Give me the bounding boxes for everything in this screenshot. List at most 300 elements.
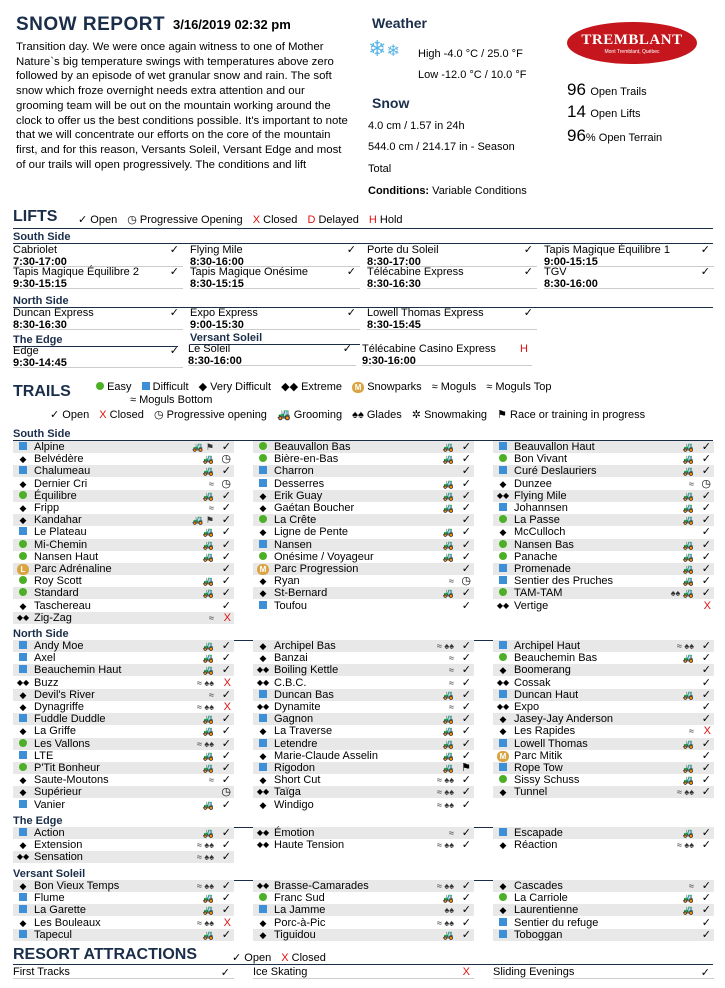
trail-row <box>493 725 714 737</box>
lift-item <box>367 308 537 330</box>
open-check-icon: ✓ <box>701 928 711 941</box>
open-check-icon: ✓ <box>701 489 711 502</box>
trail-name: Flume <box>34 892 65 905</box>
trail-row <box>493 701 714 713</box>
trail-name: Letendre <box>274 737 318 750</box>
very-difficult-icon: ◆ <box>19 840 27 851</box>
trail-row <box>13 502 234 514</box>
trail-features-icon: ≈ ♠♠ <box>196 881 214 891</box>
trail-features-icon: 🚜 <box>442 527 454 538</box>
trail-features-icon: 🚜 <box>442 893 454 904</box>
trail-features-icon: 🚜 <box>682 564 694 574</box>
very-difficult-icon: ◆ <box>259 503 267 513</box>
lift-hours: 8:30-15:15 <box>190 277 244 290</box>
trail-features-icon: 🚜 <box>202 799 214 810</box>
open-check-icon: ✓ <box>221 762 231 774</box>
trail-name: La Traverse <box>274 725 333 738</box>
trail-features-icon: 🚜 <box>682 763 694 773</box>
trail-name: La Jamme <box>274 904 326 917</box>
lift-item <box>13 346 183 368</box>
lift-hours: 8:30-16:00 <box>190 255 244 268</box>
very-difficult-icon: ◆ <box>259 917 267 928</box>
difficult-icon <box>255 478 271 490</box>
trail-row <box>13 640 234 652</box>
open-check-icon: ✓ <box>221 652 231 665</box>
easy-icon <box>255 453 271 465</box>
trail-features-icon: ≈ ♠♠ <box>436 917 454 928</box>
open-check-icon: ✓ <box>701 652 711 665</box>
lift-item <box>190 267 360 289</box>
trail-row <box>493 587 714 599</box>
very-difficult-icon: ◆ <box>259 726 267 737</box>
trail-features-icon: 🚜 <box>682 539 694 550</box>
attraction-name: Ice Skating <box>253 966 308 978</box>
trail-features-icon: 🚜 <box>442 726 454 737</box>
trail-features-icon: 🚜 <box>202 893 214 904</box>
lift-item <box>13 308 183 330</box>
open-check-icon: ✓ <box>461 713 471 726</box>
trail-name: Bon Vivant <box>514 453 568 466</box>
open-check-icon: ✓ <box>701 575 711 588</box>
trail-name: Dunzee <box>514 477 552 490</box>
open-check-icon: ✓ <box>701 676 711 689</box>
very-difficult-icon: ◆ <box>259 527 267 538</box>
page-title: SNOW REPORT <box>16 14 166 35</box>
lift-name: Cabriolet <box>13 244 58 256</box>
attraction-name: First Tracks <box>13 966 70 978</box>
lift-hours: 8:30-15:45 <box>367 318 421 331</box>
trail-features-icon: ≈ <box>209 612 214 623</box>
trail-name: Saute-Moutons <box>34 774 109 787</box>
trail-features-icon: ≈ <box>689 881 694 891</box>
trail-features-icon: 🚜 <box>202 929 214 940</box>
open-check-icon: ✓ <box>221 640 231 652</box>
trail-row <box>253 839 474 851</box>
trail-row <box>13 465 234 477</box>
trail-features-icon: 🚜 <box>442 539 454 550</box>
open-check-icon: ✓ <box>346 244 356 256</box>
trail-row <box>13 551 234 563</box>
open-check-icon: ✓ <box>461 664 471 677</box>
trail-row <box>493 478 714 490</box>
trail-name: Le Plateau <box>34 526 87 539</box>
easy-icon <box>495 774 511 786</box>
trail-name: Onésime / Voyageur <box>274 550 374 563</box>
trail-name: Ryan <box>274 575 300 588</box>
very-difficult-icon: ◆ <box>499 881 507 891</box>
trail-features-icon: 🚜 <box>202 588 214 599</box>
trail-name: Les Bouleaux <box>34 916 101 929</box>
easy-icon <box>495 514 511 526</box>
very-difficult-icon: ◆ <box>499 478 507 489</box>
trail-row <box>493 551 714 563</box>
trail-row <box>253 664 474 676</box>
trail-name: Zig-Zag <box>34 611 72 624</box>
trail-name: Rope Tow <box>514 762 563 774</box>
open-check-icon: ✓ <box>221 526 231 539</box>
open-check-icon: ✓ <box>701 640 711 652</box>
trail-name: Boiling Kettle <box>274 664 339 677</box>
trail-features-icon: 🚜 <box>202 714 214 725</box>
very-difficult-icon: ◆ <box>19 515 27 526</box>
trail-row <box>253 725 474 737</box>
open-check-icon: ✓ <box>523 244 533 256</box>
trail-row <box>493 892 714 904</box>
easy-icon <box>15 762 31 774</box>
easy-icon <box>495 892 511 904</box>
trail-row <box>13 892 234 904</box>
open-check-icon: ✓ <box>701 827 711 839</box>
trail-features-icon: ≈ <box>209 503 214 513</box>
trail-name: Jasey-Jay Anderson <box>514 713 614 726</box>
trail-features-icon: ≈ <box>209 775 214 786</box>
lift-name: TGV <box>544 266 567 278</box>
open-check-icon: ✓ <box>701 688 711 701</box>
trail-features-icon: ≈ ♠♠ <box>196 852 214 863</box>
trail-name: C.B.C. <box>274 676 307 689</box>
trail-name: Vanier <box>34 798 65 811</box>
trail-name: La Carriole <box>514 892 568 905</box>
closed-icon: X <box>462 966 470 978</box>
trail-features-icon: 🚜 <box>202 665 214 676</box>
trail-features-icon: ≈ <box>449 653 454 664</box>
very-difficult-icon: ◆ <box>259 653 267 664</box>
trail-row <box>13 799 234 811</box>
closed-icon: X <box>223 916 231 929</box>
trail-features-icon: ≈ ♠♠ <box>196 840 214 851</box>
lift-item <box>188 344 356 366</box>
trail-features-icon: 🚜 <box>202 539 214 550</box>
trail-name: Parc Adrénaline <box>34 563 112 575</box>
easy-icon <box>15 551 31 563</box>
lift-hours: 9:00-15:30 <box>190 318 244 331</box>
difficult-icon <box>495 441 511 453</box>
trail-features-icon: 🚜 <box>682 466 694 477</box>
trail-row <box>493 539 714 551</box>
trail-row <box>253 892 474 904</box>
extreme-icon: ◆◆ <box>16 852 30 862</box>
trail-row <box>253 762 474 774</box>
open-check-icon: ✓ <box>461 587 471 600</box>
open-check-icon: ✓ <box>701 904 711 917</box>
trail-features-icon: 🚜 <box>442 763 454 773</box>
easy-icon <box>495 551 511 563</box>
trail-row <box>253 587 474 599</box>
open-check-icon: ✓ <box>461 489 471 502</box>
trail-name: Buzz <box>34 676 59 689</box>
open-check-icon: ✓ <box>461 550 471 563</box>
trail-name: Tunnel <box>514 786 548 799</box>
open-check-icon: ✓ <box>701 762 711 774</box>
trail-name: Duncan Bas <box>274 688 334 701</box>
easy-icon <box>255 441 271 453</box>
trail-name: Chalumeau <box>34 465 91 478</box>
trail-name: Ligne de Pente <box>274 526 349 539</box>
lift-hours: 8:30-16:30 <box>13 318 67 331</box>
trail-features-icon: 🚜 <box>442 714 454 725</box>
open-check-icon: ✓ <box>221 465 231 478</box>
extreme-icon: ◆◆ <box>256 665 270 675</box>
open-check-icon: ✓ <box>523 266 533 278</box>
trail-name: Windigo <box>274 798 314 811</box>
trail-features-icon: ≈ ♠♠ <box>196 677 214 688</box>
trail-row <box>13 880 234 892</box>
trail-row <box>13 587 234 599</box>
trail-name: Curé Deslauriers <box>514 465 597 478</box>
trail-name: P'Tit Bonheur <box>34 762 100 774</box>
open-check-icon: ✓ <box>461 839 471 852</box>
trail-name: Kandahar <box>34 514 82 527</box>
trail-name: Panache <box>514 550 558 563</box>
open-check-icon: ✓ <box>461 502 471 514</box>
stats: 96 Open Trails 14 Open Lifts 96% Open Terrain <box>567 80 663 145</box>
open-check-icon: ✓ <box>701 892 711 905</box>
trail-features-icon: 🚜 <box>682 490 694 501</box>
extreme-icon: ◆◆ <box>496 490 510 500</box>
trail-features-icon: ≈ ♠♠ <box>196 702 214 712</box>
trail-name: La Griffe <box>34 725 76 738</box>
easy-icon <box>495 587 511 599</box>
attraction-name: Sliding Evenings <box>493 966 575 978</box>
trail-row <box>253 502 474 514</box>
difficult-icon <box>495 762 511 774</box>
trail-row <box>493 600 714 612</box>
trail-features-icon: ≈ <box>689 478 694 489</box>
very-difficult-icon: ◆ <box>499 726 507 737</box>
trail-row <box>493 640 714 652</box>
lift-name: Edge <box>13 345 39 357</box>
very-difficult-icon: ◆ <box>259 490 267 501</box>
trail-row <box>493 514 714 526</box>
open-check-icon: ✓ <box>461 904 471 917</box>
trail-features-icon: ≈ ♠♠ <box>196 738 214 749</box>
trail-name: Alpine <box>34 441 65 453</box>
trail-row <box>493 786 714 798</box>
attraction-item <box>13 966 234 979</box>
trail-features-icon: ≈ ♠♠ <box>196 917 214 928</box>
open-check-icon: ✓ <box>701 502 711 514</box>
trail-row <box>253 652 474 664</box>
open-check-icon: ✓ <box>221 538 231 551</box>
very-difficult-icon: ◆ <box>259 750 267 761</box>
trail-name: Charron <box>274 465 314 478</box>
trail-name: Andy Moe <box>34 640 84 652</box>
trail-features-icon: 🚜 <box>442 442 454 452</box>
trail-name: Beauchemin Haut <box>34 664 122 677</box>
trail-row <box>13 478 234 490</box>
lift-name: Tapis Magique Onésime <box>190 266 309 278</box>
trail-features-icon: 🚜 <box>202 527 214 538</box>
snowpark-icon: L <box>15 563 31 575</box>
trail-features-icon: 🚜 <box>682 503 694 513</box>
difficult-icon <box>495 640 511 652</box>
lift-hours: 9:30-14:45 <box>13 356 67 369</box>
lifts-title: LIFTS <box>13 208 58 225</box>
snow-24h: 4.0 cm / 1.57 in 24h <box>368 120 465 132</box>
open-check-icon: ✓ <box>701 563 711 575</box>
lift-item <box>190 245 360 267</box>
trail-features-icon: 🚜 <box>442 750 454 761</box>
difficult-icon <box>15 892 31 904</box>
difficult-icon <box>15 664 31 676</box>
trail-name: Archipel Haut <box>514 640 581 652</box>
open-check-icon: ✓ <box>701 441 711 453</box>
trail-features-icon: 🚜 <box>682 442 694 452</box>
open-check-icon: ✓ <box>461 688 471 701</box>
open-check-icon: ✓ <box>461 514 471 527</box>
trail-features-icon: 🚜 <box>202 466 214 477</box>
snow-total: Total <box>368 163 392 175</box>
lift-name: Porte du Soleil <box>367 244 439 256</box>
trail-name: Banzai <box>274 652 308 665</box>
open-check-icon: ✓ <box>461 928 471 941</box>
trail-features-icon: 🚜 ⚑ <box>192 442 214 452</box>
trail-name: Dernier Cri <box>34 477 88 490</box>
trail-name: Belvédère <box>34 453 84 466</box>
trail-row <box>493 839 714 851</box>
lift-item <box>367 267 537 289</box>
open-check-icon: ✓ <box>221 599 231 612</box>
difficult-icon <box>495 563 511 575</box>
trail-name: Standard <box>34 587 79 600</box>
trail-name: Nansen <box>274 538 312 551</box>
closed-icon: X <box>223 611 231 624</box>
difficult-icon <box>255 713 271 725</box>
trail-name: Laurentienne <box>514 904 579 917</box>
trail-row <box>13 929 234 941</box>
trail-features-icon: 🚜 <box>202 641 214 651</box>
trail-features-icon: 🚜 <box>202 576 214 587</box>
trail-row <box>13 701 234 713</box>
difficult-icon <box>255 762 271 774</box>
trail-row <box>253 799 474 811</box>
attractions-title: RESORT ATTRACTIONS <box>13 946 197 963</box>
open-check-icon: ✓ <box>461 465 471 478</box>
trail-features-icon: ≈ <box>209 478 214 489</box>
open-check-icon: ✓ <box>701 774 711 787</box>
difficult-icon <box>15 750 31 762</box>
trail-name: Toboggan <box>514 928 563 941</box>
trail-features-icon: ≈ ♠♠ <box>676 840 694 851</box>
trail-features-icon: ≈ ♠♠ <box>436 881 454 891</box>
trail-row <box>253 465 474 477</box>
trail-name: Brasse-Camarades <box>274 880 369 892</box>
difficult-icon <box>15 904 31 916</box>
trail-features-icon: 🚜 <box>682 653 694 664</box>
trail-row <box>253 917 474 929</box>
open-check-icon: ✓ <box>221 928 231 941</box>
open-check-icon: ✓ <box>342 343 352 355</box>
trail-features-icon: ≈ ♠♠ <box>676 641 694 651</box>
trail-name: Haute Tension <box>274 839 345 852</box>
extreme-icon: ◆◆ <box>256 828 270 837</box>
lift-name: Flying Mile <box>190 244 243 256</box>
tremblant-logo[interactable]: TREMBLANT Mont Tremblant, Québec <box>567 22 697 64</box>
lift-name: Duncan Express <box>13 307 94 319</box>
trail-features-icon: 🚜 <box>442 454 454 465</box>
difficult-icon <box>15 465 31 477</box>
open-check-icon: ✓ <box>169 307 179 319</box>
open-check-icon: ✓ <box>169 244 179 256</box>
trail-name: Sentier des Pruches <box>514 575 614 588</box>
difficult-icon <box>15 640 31 652</box>
trail-name: Johannsen <box>514 502 568 514</box>
trail-row <box>13 839 234 851</box>
trail-row <box>13 786 234 798</box>
trail-name: Cossak <box>514 676 551 689</box>
difficult-icon <box>15 799 31 811</box>
extreme-icon: ◆◆ <box>16 677 30 687</box>
trail-features-icon: 🚜 <box>442 738 454 749</box>
trail-name: Duncan Haut <box>514 688 579 701</box>
open-check-icon: ✓ <box>701 526 711 539</box>
trail-row <box>253 827 474 839</box>
trail-name: Beauchemin Bas <box>514 652 598 665</box>
trail-row <box>13 563 234 575</box>
trail-section-header: North Side <box>13 628 713 641</box>
trail-name: Devil's River <box>34 688 95 701</box>
trail-name: Supérieur <box>34 786 82 799</box>
open-check-icon: ✓ <box>461 749 471 762</box>
open-check-icon: ✓ <box>701 514 711 527</box>
trail-row <box>493 880 714 892</box>
difficult-icon <box>255 539 271 551</box>
trail-name: Gaétan Boucher <box>274 502 355 514</box>
difficult-icon <box>255 689 271 701</box>
progressive-icon: ◷ <box>221 477 231 490</box>
trail-features-icon: 🚜 <box>442 490 454 501</box>
very-difficult-icon: ◆ <box>19 917 27 928</box>
trail-row <box>253 713 474 725</box>
trail-row <box>13 575 234 587</box>
extreme-icon: ◆◆ <box>256 677 270 687</box>
trail-row <box>253 774 474 786</box>
open-check-icon: ✓ <box>461 652 471 665</box>
lift-name: Expo Express <box>190 307 258 319</box>
trail-row <box>253 904 474 916</box>
trail-name: St-Bernard <box>274 587 328 600</box>
lift-section-header: South Side <box>13 231 713 244</box>
trail-row <box>13 490 234 502</box>
trail-name: Vertige <box>514 599 549 612</box>
trail-features-icon: ≈ ♠♠ <box>436 799 454 810</box>
open-check-icon: ✓ <box>461 640 471 652</box>
trail-features-icon: 🚜 <box>202 828 214 838</box>
open-check-icon: ✓ <box>461 453 471 466</box>
lift-item <box>544 267 714 289</box>
trail-name: Cascades <box>514 880 563 892</box>
very-difficult-icon: ◆ <box>259 775 267 786</box>
trail-row <box>253 786 474 798</box>
trail-name: Action <box>34 827 65 839</box>
trail-features-icon: 🚜 <box>202 551 214 562</box>
very-difficult-icon: ◆ <box>499 665 507 676</box>
trail-features-icon: 🚜 <box>682 775 694 786</box>
trail-name: Beauvallon Haut <box>514 441 595 453</box>
trail-row <box>253 539 474 551</box>
trail-name: Axel <box>34 652 56 665</box>
report-intro: Transition day. We were once again witness to one of Mother Nature`s big temperature swings with temperatures above zero followed by an episode of wet granular snow and rain. The soft snow which froze overnight needs extra attention and our grooming team will be out on the mountain working around the clock to offer us the best conditions possible. It's important to note that we will concentrate our efforts on the core of the mountain first, and for this reason, Versants Soleil, Versant Edge and most of our trails will open progressively. The conditions and lift <box>16 41 348 171</box>
trail-name: Erik Guay <box>274 489 323 502</box>
trail-row <box>493 929 714 941</box>
easy-icon <box>495 652 511 664</box>
trail-features-icon: 🚜 <box>682 576 694 587</box>
difficult-icon <box>495 465 511 477</box>
open-check-icon: ✓ <box>523 307 533 319</box>
trail-features-icon: 🚜 <box>682 738 694 749</box>
trail-features-icon: 🚜 <box>442 478 454 489</box>
trail-row <box>493 526 714 538</box>
